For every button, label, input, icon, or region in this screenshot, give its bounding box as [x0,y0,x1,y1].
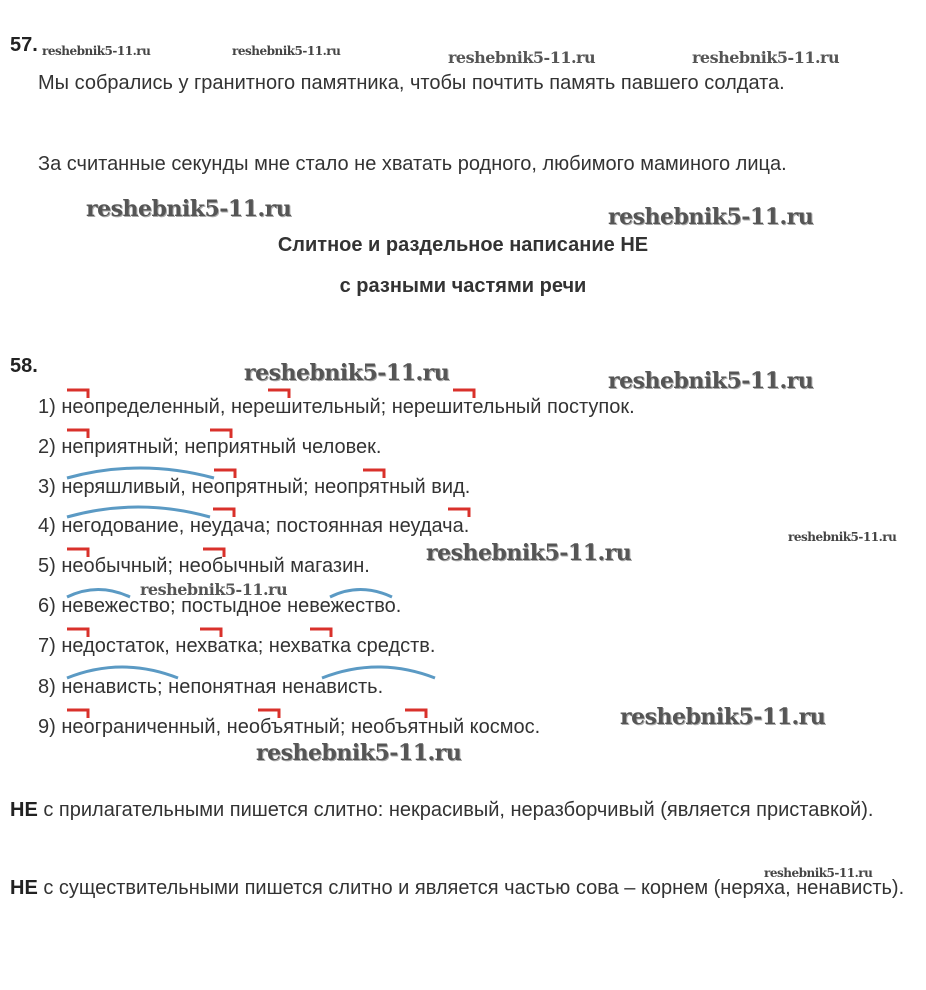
sentence: За считанные секунды мне стало не хватать родного, любимого маминого лица. [38,153,787,175]
section-title: Слитное и раздельное написание НЕ [277,234,649,256]
watermark: reshebnik5-11.ru [86,196,292,222]
watermark: reshebnik5-11.ru [788,530,897,544]
list-item: 9) неограниченный, необъятный; необъятный космос. [38,716,541,738]
exercise-number: 58. [10,355,38,377]
section-subtitle: с разными частями речи [339,275,587,297]
rule-keyword: НЕ [10,799,38,821]
watermark: reshebnik5-11.ru [244,360,450,386]
rule-text: с существительными пишется слитно и является частью сова – корнем (неряха, ненависть). [37,877,905,899]
list-item: 3) неряшливый, неопрятный; неопрятный вид. [38,476,471,498]
watermark: reshebnik5-11.ru [42,44,151,58]
rule-keyword: НЕ [10,877,38,899]
watermark: reshebnik5-11.ru [448,48,596,67]
sentence: Мы собрались у гранитного памятника, чтобы почтить память павшего солдата. [38,72,785,94]
watermark: reshebnik5-11.ru [608,204,814,230]
list-item: 6) невежество; постыдное невежество. [38,595,402,617]
rule-text: с прилагательными пишется слитно: некрасивый, неразборчивый (является приставкой). [37,799,874,821]
exercise-number: 57. [10,34,38,56]
list-item: 4) негодование, неудача; постоянная неудача. [38,515,470,537]
watermark: reshebnik5-11.ru [256,740,462,766]
list-item: 2) неприятный; неприятный человек. [38,436,382,458]
watermark: reshebnik5-11.ru [620,704,826,730]
list-item: 5) необычный; необычный магазин. [38,555,370,577]
watermark: reshebnik5-11.ru [692,48,840,67]
watermark: reshebnik5-11.ru [608,368,814,394]
list-item: 1) неопределенный, нерешительный; нерешительный поступок. [38,396,635,418]
watermark: reshebnik5-11.ru [232,44,341,58]
list-item: 8) ненависть; непонятная ненависть. [38,676,384,698]
rule-paragraph [10,791,918,829]
list-item: 7) недостаток, нехватка; нехватка средств. [38,635,436,657]
watermark: reshebnik5-11.ru [426,540,632,566]
watermark: reshebnik5-11.ru [140,580,288,599]
watermark: reshebnik5-11.ru [764,866,873,880]
